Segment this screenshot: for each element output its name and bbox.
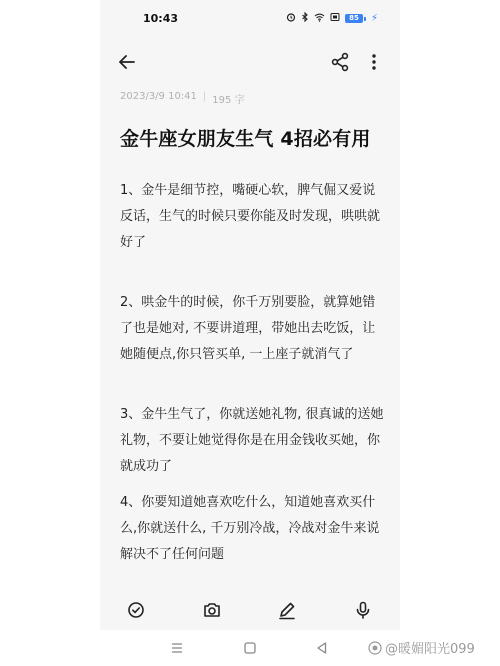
note-title[interactable]: 金牛座女朋友生气 4招必有用 xyxy=(120,128,371,150)
battery-icon xyxy=(345,14,366,23)
home-button[interactable] xyxy=(242,640,258,656)
wifi-icon xyxy=(314,12,325,25)
system-nav-bar xyxy=(100,630,400,666)
alarm-icon xyxy=(286,12,296,25)
charging-icon: ⚡ xyxy=(370,13,378,24)
home-icon xyxy=(242,640,258,656)
handwriting-button[interactable] xyxy=(275,598,299,622)
camera-button[interactable] xyxy=(200,598,224,622)
left-backdrop xyxy=(0,0,100,666)
watermark-text: @暖媚阳光099 xyxy=(385,642,475,657)
bluetooth-icon xyxy=(301,12,309,25)
battery-level: 85 xyxy=(345,14,363,23)
microphone-icon xyxy=(351,598,375,622)
menu-icon xyxy=(169,640,185,656)
system-back-button[interactable] xyxy=(314,640,330,656)
top-toolbar xyxy=(100,42,400,82)
note-date: 2023/3/9 10:41 xyxy=(120,91,197,102)
checklist-icon xyxy=(124,598,148,622)
share-icon xyxy=(328,50,352,74)
back-triangle-icon xyxy=(314,640,330,656)
share-button[interactable] xyxy=(328,50,352,74)
note-paragraph[interactable]: 1、金牛是细节控，嘴硬心软，脾气倔又爱说反话，生气的时候只要你能及时发现，哄哄就好了 xyxy=(120,183,381,250)
note-paragraph[interactable]: 2、哄金牛的时候，你千万别要脸，就算她错了也是她对, 不要讲道理，带她出去吃饭，让她随便点,你只管买单, 一上座子就消气了 xyxy=(120,295,376,362)
voice-input-button[interactable] xyxy=(351,598,375,622)
status-bar xyxy=(100,0,400,38)
note-paragraph[interactable]: 3、金牛生气了，你就送她礼物, 很真诚的送她礼物，不要让她觉得你是在用金钱收买她，你就成功了 xyxy=(120,407,384,474)
sim-icon xyxy=(330,12,340,25)
more-vertical-icon xyxy=(362,50,386,74)
more-options-button[interactable] xyxy=(362,50,386,74)
meta-divider: | xyxy=(202,91,207,102)
watermark-logo-icon xyxy=(368,641,382,655)
watermark xyxy=(368,638,475,657)
back-button[interactable] xyxy=(115,50,139,74)
note-meta xyxy=(120,91,245,106)
camera-icon xyxy=(200,598,224,622)
phone-screen xyxy=(100,0,400,666)
arrow-left-icon xyxy=(115,50,139,74)
bottom-toolbar xyxy=(100,590,400,630)
pen-icon xyxy=(275,598,299,622)
note-char-count: 195 字 xyxy=(212,95,245,106)
right-backdrop xyxy=(400,0,500,666)
recent-apps-button[interactable] xyxy=(169,640,185,656)
status-time: 10:43 xyxy=(143,12,179,25)
note-paragraph[interactable]: 4、你要知道她喜欢吃什么，知道她喜欢买什么,你就送什么, 千万别冷战，冷战对金牛来说解决不了任何问题 xyxy=(120,495,380,562)
checklist-button[interactable] xyxy=(124,598,148,622)
status-icons xyxy=(286,12,378,25)
